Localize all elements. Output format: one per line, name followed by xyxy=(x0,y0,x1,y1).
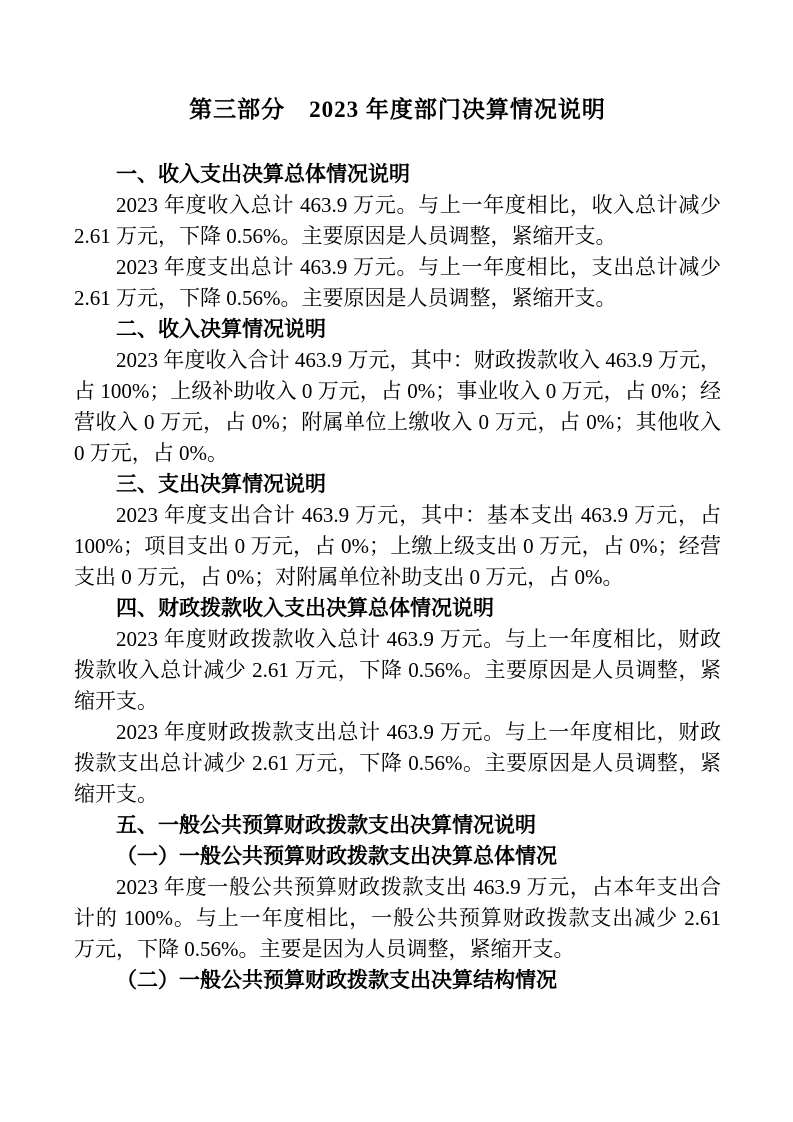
section-5-subheading-2: （二）一般公共预算财政拨款支出决算结构情况 xyxy=(116,968,557,992)
section-1-paragraph-income: 2023 年度收入总计 463.9 万元。与上一年度相比，收入总计减少 2.61 万元，下降 0.56%。主要原因是人员调整，紧缩开支。 xyxy=(74,193,721,248)
section-1-heading: 一、收入支出决算总体情况说明 xyxy=(116,162,410,186)
section-1-paragraph-expenditure: 2023 年度支出总计 463.9 万元。与上一年度相比，支出总计减少 2.61 万元，下降 0.56%。主要原因是人员调整，紧缩开支。 xyxy=(74,255,721,310)
section-4-paragraph-income: 2023 年度财政拨款收入总计 463.9 万元。与上一年度相比，财政拨款收入总计减少 2.61 万元，下降 0.56%。主要原因是人员调整，紧缩开支。 xyxy=(74,627,721,713)
section-5-heading: 五、一般公共预算财政拨款支出决算情况说明 xyxy=(116,813,536,837)
section-3-heading: 三、支出决算情况说明 xyxy=(116,472,326,496)
section-5-subheading-1: （一）一般公共预算财政拨款支出决算总体情况 xyxy=(116,844,557,868)
section-3-paragraph: 2023 年度支出合计 463.9 万元，其中：基本支出 463.9 万元，占 100%；项目支出 0 万元，占 0%；上缴上级支出 0 万元，占 0%；经营支出 0 万元，占 0%；对附属单位补助支出 0 万元，占 0%。 xyxy=(74,503,721,589)
section-5-paragraph: 2023 年度一般公共预算财政拨款支出 463.9 万元，占本年支出合计的 100%。与上一年度相比，一般公共预算财政拨款支出减少 2.61 万元，下降 0.56%。主要是因为人员调整，紧缩开支。 xyxy=(74,875,721,961)
section-2-paragraph: 2023 年度收入合计 463.9 万元，其中：财政拨款收入 463.9 万元，占 100%；上级补助收入 0 万元，占 0%；事业收入 0 万元，占 0%；经营收入 0 万元，占 0%；附属单位上缴收入 0 万元，占 0%；其他收入 0 万元，占 0%。 xyxy=(74,348,721,465)
section-4-heading: 四、财政拨款收入支出决算总体情况说明 xyxy=(116,596,494,620)
section-4-paragraph-expenditure: 2023 年度财政拨款支出总计 463.9 万元。与上一年度相比，财政拨款支出总计减少 2.61 万元，下降 0.56%。主要原因是人员调整，紧缩开支。 xyxy=(74,720,721,806)
section-2-heading: 二、收入决算情况说明 xyxy=(116,317,326,341)
document-title: 第三部分 2023 年度部门决算情况说明 xyxy=(189,97,606,122)
